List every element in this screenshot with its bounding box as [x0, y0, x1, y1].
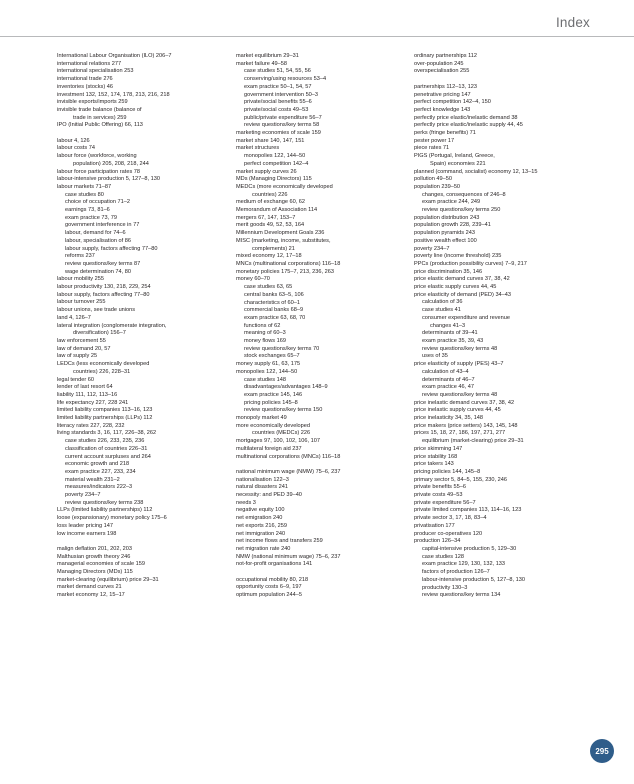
index-subentry: monopolies 122, 144–50: [244, 153, 306, 160]
index-subentry: meaning of 60–3: [244, 330, 286, 337]
index-entry: monetary policies 175–7, 213, 236, 263: [236, 268, 334, 275]
index-entry: money supply 61, 63, 175: [236, 361, 301, 368]
index-entry: negative equity 100: [236, 507, 285, 514]
index-entry: Memorandum of Association 114: [236, 207, 318, 214]
index-entry: private benefits 55–6: [414, 484, 466, 491]
index-entry: legal tender 60: [57, 376, 95, 383]
index-entry: marketing economies of scale 159: [236, 130, 321, 137]
index-subentry: review questions/key terms 250: [422, 207, 501, 214]
index-subentry: case studies 226, 233, 235, 236: [65, 438, 145, 445]
index-entry: national minimum wage (NMW) 75–6, 237: [236, 468, 341, 475]
index-entry: mergers 67, 147, 153–7: [236, 214, 296, 221]
index-entry: market demand curves 21: [57, 584, 122, 591]
index-subentry: factors of production 126–7: [422, 569, 490, 576]
index-subentry: calculation of 43–4: [422, 368, 469, 375]
index-entry: net emigration 240: [236, 515, 283, 522]
index-entry: not-for-profit organisations 141: [236, 561, 313, 568]
index-subentry: calculation of 36: [422, 299, 463, 306]
index-entry: producer co-operatives 120: [414, 530, 483, 537]
index-entry: PIGS (Portugal, Ireland, Greece,: [414, 153, 495, 160]
index-entry: labour unions, see trade unions: [57, 307, 136, 314]
index-subentry: current account surpluses and 264: [65, 453, 151, 460]
page-title: Index: [555, 15, 590, 30]
index-entry: market share 140, 147, 151: [236, 137, 305, 144]
index-entry: perfectly price elastic/inelastic supply 44, 45: [414, 122, 523, 129]
index-entry: private costs 49–53: [414, 492, 463, 499]
index-subentry: equilibrium (market-clearing) price 29–31: [422, 438, 524, 445]
index-entry: labour 4, 126: [57, 137, 90, 144]
index-entry: labour force participation rates 78: [57, 168, 141, 175]
index-entry: price elastic demand curves 37, 38, 42: [414, 276, 510, 283]
index-subentry: labour-intensive production 5, 127–8, 130: [422, 576, 525, 583]
index-entry: multinational corporations (MNCs) 116–18: [236, 453, 341, 460]
index-entry: monopolies 122, 144–50: [236, 368, 298, 375]
index-entry: partnerships 112–13, 123: [414, 83, 478, 90]
index-entry: medium of exchange 60, 62: [236, 199, 306, 206]
index-subentry: exam practice 35, 39, 43: [422, 338, 484, 344]
index-entry: multilateral foreign aid 237: [236, 445, 302, 452]
index-entry: privatisation 177: [414, 522, 455, 529]
index-entry: overspecialisation 255: [414, 68, 470, 75]
index-entry: over-population 245: [414, 60, 464, 67]
index-entry: optimum population 244–5: [236, 592, 302, 599]
index-subentry: characteristics of 60–1: [244, 299, 300, 306]
index-entry: private expenditure 56–7: [414, 499, 476, 506]
index-entry: MDs (Managing Directors) 115: [236, 176, 312, 183]
index-entry: market failure 49–58: [236, 60, 287, 67]
index-entry: ordinary partnerships 112: [414, 53, 478, 59]
index-entry: price skimming 147: [414, 445, 463, 452]
index-subentry: conserving/using resources 53–4: [244, 76, 327, 83]
index-entry: LLPs (limited liability partnerships) 112: [57, 507, 153, 514]
index-subentry: private/social benefits 55–6: [244, 99, 312, 106]
index-subentry: private/social costs 49–53: [244, 106, 309, 113]
index-subentry: Spain) economies 221: [430, 160, 486, 167]
index-column-1: [57, 53, 235, 600]
index-entry: PPCs (production possibility curves) 7–9, 217: [414, 260, 527, 267]
index-subentry: measures/indicators 222–3: [65, 484, 133, 491]
index-entry: law of supply 25: [57, 353, 98, 360]
index-entry: low income earners 198: [57, 530, 117, 537]
page-number-badge: 295: [590, 739, 614, 763]
index-entry: MISC (marketing, income, substitutes,: [236, 237, 331, 244]
index-entry: Millennium Development Goals 236: [236, 230, 325, 237]
index-entry: lender of last resort 64: [57, 384, 113, 391]
index-entry: lateral integration (conglomerate integration,: [57, 322, 167, 329]
index-entry: monopoly market 49: [236, 415, 287, 422]
index-entry: net immigration 240: [236, 530, 286, 537]
index-subentry: diversification) 156–7: [73, 330, 126, 337]
index-entry: invisible exports/imports 259: [57, 99, 128, 106]
index-entry: more economically developed: [236, 422, 311, 429]
index-entry: NMW (national minimum wage) 75–6, 237: [236, 553, 341, 560]
index-entry: land 4, 126–7: [57, 314, 91, 321]
index-entry: price elastic supply curves 44, 45: [414, 284, 497, 291]
index-entry: population 239–50: [414, 183, 461, 190]
index-entry: International Labour Organisation (ILO) 206–7: [57, 53, 172, 59]
index-entry: planned (command, socialist) economy 12, 13–15: [414, 168, 538, 175]
index-entry: IPO (Initial Public Offering) 66, 113: [57, 122, 143, 129]
index-entry: labour markets 71–87: [57, 183, 112, 190]
index-entry: living standards 3, 16, 117, 226–38, 262: [57, 430, 157, 437]
index-subentry: review questions/key terms 87: [65, 260, 141, 267]
index-subentry: functions of 62: [244, 322, 281, 329]
index-subentry: reforms 237: [65, 253, 95, 260]
index-entry: perks (fringe benefits) 71: [414, 130, 476, 137]
index-entry: labour supply, factors affecting 77–80: [57, 291, 150, 298]
index-entry: international relations 277: [57, 60, 122, 67]
header-divider: [0, 36, 634, 37]
index-entry: price inelastic demand curves 37, 38, 42: [414, 399, 515, 406]
index-subentry: government intervention 50–3: [244, 91, 319, 98]
index-entry: price makers (price setters) 143, 145, 148: [414, 422, 518, 429]
index-subentry: economic growth and 218: [65, 461, 130, 468]
index-subentry: exam practice 129, 130, 132, 133: [422, 561, 506, 568]
index-subentry: population) 205, 208, 218, 244: [73, 160, 149, 167]
index-entry: necessity: and PED 39–40: [236, 492, 302, 499]
index-entry: price discrimination 35, 146: [414, 268, 483, 275]
index-entry: population growth 228, 239–41: [414, 222, 491, 229]
index-entry: LEDCs (less economically developed: [57, 361, 150, 368]
index-entry: labour force (workforce, working: [57, 153, 137, 160]
index-subentry: commercial banks 68–9: [244, 307, 304, 314]
index-entry: penetrative pricing 147: [414, 91, 471, 98]
index-entry: net exports 216, 259: [236, 522, 288, 529]
index-entry: mortgages 97, 100, 102, 106, 107: [236, 438, 320, 445]
index-subentry: productivity 130–3: [422, 584, 468, 591]
index-subentry: public/private expenditure 56–7: [244, 114, 322, 121]
index-subentry: case studies 128: [422, 553, 464, 560]
index-entry: international trade 276: [57, 76, 113, 83]
index-subentry: changes 41–3: [430, 322, 466, 329]
letter-group-gap: [57, 130, 235, 138]
index-entry: primary sector 5, 84–5, 155, 230, 246: [414, 476, 507, 483]
index-entry: international specialisation 253: [57, 68, 134, 75]
index-entry: net income flows and transfers 259: [236, 538, 323, 545]
index-subentry: exam practice 50–1, 54, 57: [244, 83, 312, 90]
index-subentry: material wealth 231–2: [65, 476, 120, 483]
index-entry: piece rates 71: [414, 145, 450, 152]
index-subentry: review questions/key terms 150: [244, 407, 323, 414]
index-subentry: central banks 63–5, 106: [244, 291, 304, 298]
index-entry: labour turnover 255: [57, 299, 106, 306]
index-entry: law of demand 20, 57: [57, 345, 111, 352]
index-entry: labour productivity 130, 218, 229, 254: [57, 284, 151, 291]
index-entry: occupational mobility 80, 218: [236, 576, 309, 583]
index-subentry: case studies 80: [65, 191, 104, 198]
index-subentry: complements) 21: [252, 245, 295, 252]
index-subentry: perfect competition 142–4: [244, 160, 309, 167]
index-entry: inventories (stocks) 46: [57, 83, 113, 90]
index-entry: price takers 143: [414, 461, 454, 468]
index-subentry: uses of 35: [422, 353, 448, 360]
index-subentry: case studies 41: [422, 307, 461, 314]
index-entry: natural disasters 241: [236, 484, 288, 491]
index-entry: private limited companies 113, 114–16, 123: [414, 507, 522, 514]
index-entry: nationalisation 122–3: [236, 476, 289, 483]
index-entry: life expectancy 227, 228 241: [57, 399, 129, 406]
index-entry: loss leader pricing 147: [57, 522, 113, 529]
index-subentry: exam practice 145, 146: [244, 391, 303, 398]
index-subentry: pricing policies 145–8: [244, 399, 298, 406]
index-entry: price elasticity of demand (PED) 34–43: [414, 291, 512, 298]
index-entry: MNCs (multinational corporations) 116–18: [236, 260, 341, 267]
index-entry: limited liability partnerships (LLPs) 112: [57, 415, 153, 422]
letter-group-gap: [414, 76, 594, 84]
index-subentry: case studies 51, 54, 55, 56: [244, 68, 311, 75]
index-entry: population pyramids 243: [414, 230, 475, 237]
index-subentry: consumer expenditure and revenue: [422, 314, 511, 321]
index-subentry: capital-intensive production 5, 129–30: [422, 545, 517, 552]
index-subentry: review questions/key terms 70: [244, 345, 320, 352]
index-entry: market supply curves 26: [236, 168, 297, 175]
index-entry: invisible trade balance (balance of: [57, 106, 142, 113]
index-entry: opportunity costs 6–9, 197: [236, 584, 302, 591]
index-subentry: exam practice 227, 233, 234: [65, 468, 136, 475]
index-subentry: poverty 234–7: [65, 492, 101, 499]
index-entry: poverty 234–7: [414, 245, 450, 252]
index-entry: merit goods 49, 52, 53, 164: [236, 222, 305, 229]
index-entry: pricing policies 144, 145–8: [414, 468, 481, 475]
letter-group-gap: [236, 569, 414, 577]
index-entry: pester power 17: [414, 137, 455, 144]
index-entry: private sector 3, 17, 18, 83–4: [414, 515, 487, 522]
index-column-3: [414, 53, 594, 600]
index-entry: population distribution 243: [414, 214, 480, 221]
letter-group-gap: [57, 538, 235, 546]
index-entry: needs 3: [236, 499, 256, 506]
index-subentry: disadvantages/advantages 148–9: [244, 384, 328, 391]
index-subentry: labour, demand for 74–6: [65, 230, 126, 237]
index-entry: investment 132, 152, 174, 178, 213, 216, 218: [57, 91, 170, 98]
index-subentry: labour, specialisation of 86: [65, 237, 131, 244]
index-subentry: review questions/key terms 48: [422, 345, 498, 352]
index-entry: limited liability companies 113–16, 123: [57, 407, 153, 414]
index-entry: price stability 168: [414, 453, 458, 460]
index-subentry: determinants of 39–41: [422, 330, 478, 337]
index-entry: Managing Directors (MDs) 115: [57, 569, 133, 576]
index-entry: malign deflation 201, 202, 203: [57, 545, 132, 552]
index-subentry: government interference in 77: [65, 222, 140, 229]
index-subentry: stock exchanges 65–7: [244, 353, 300, 360]
index-entry: labour costs 74: [57, 145, 95, 152]
index-entry: prices 15, 18, 27, 186, 197, 271, 277: [414, 430, 506, 437]
index-subentry: countries) 226, 228–31: [73, 368, 131, 375]
index-entry: production 126–34: [414, 538, 461, 545]
index-entry: poverty line (income threshold) 235: [414, 253, 502, 260]
index-subentry: countries) 226: [252, 191, 288, 198]
index-subentry: case studies 148: [244, 376, 286, 383]
index-entry: price elasticity of supply (PES) 43–7: [414, 361, 504, 368]
index-subentry: trade in services) 259: [73, 114, 127, 121]
index-entry: managerial economies of scale 159: [57, 561, 145, 568]
index-subentry: earnings 73, 81–6: [65, 207, 110, 214]
index-subentry: classification of countries 226–31: [65, 445, 148, 452]
index-subentry: changes, consequences of 246–8: [422, 191, 506, 198]
letter-group-gap: [236, 461, 414, 469]
index-entry: money 60–70: [236, 276, 270, 283]
index-entry: mixed economy 12, 17–18: [236, 253, 302, 260]
index-subentry: review questions/key terms 238: [65, 499, 144, 506]
index-entry: literacy rates 227, 228, 232: [57, 422, 125, 429]
index-entry: pollution 49–50: [414, 176, 452, 183]
index-entry: MEDCs (more economically developed: [236, 183, 333, 190]
index-subentry: exam practice 73, 79: [65, 214, 117, 221]
index-subentry: exam practice 46, 47: [422, 384, 474, 391]
index-subentry: countries (MEDCs) 226: [252, 430, 311, 437]
index-subentry: wage determination 74, 80: [65, 268, 131, 275]
index-entry: perfect competition 142–4, 150: [414, 99, 491, 106]
index-entry: market economy 12, 15–17: [57, 592, 125, 599]
index-column-2: [236, 53, 414, 600]
index-entry: perfect knowledge 143: [414, 106, 471, 113]
index-entry: net migration rate 240: [236, 545, 291, 552]
index-subentry: exam practice 63, 68, 70: [244, 314, 306, 321]
index-subentry: choice of occupation 71–2: [65, 199, 130, 206]
index-entry: market-clearing (equilibrium) price 29–31: [57, 576, 159, 583]
index-entry: price inelasticity 34, 35, 148: [414, 415, 484, 422]
index-subentry: review questions/key terms 134: [422, 592, 501, 599]
index-entry: market structures: [236, 145, 280, 152]
index-entry: Malthusian growth theory 246: [57, 553, 131, 560]
index-subentry: review questions/key terms 58: [244, 122, 320, 129]
index-subentry: case studies 63, 65: [244, 284, 293, 291]
index-entry: positive wealth effect 100: [414, 237, 477, 244]
index-subentry: exam practice 244, 249: [422, 199, 481, 206]
index-entry: loose (expansionary) monetary policy 175–6: [57, 515, 167, 522]
index-entry: price inelastic supply curves 44, 45: [414, 407, 501, 414]
index-entry: perfectly price elastic/inelastic demand 38: [414, 114, 518, 121]
index-subentry: labour supply, factors affecting 77–80: [65, 245, 158, 252]
index-entry: labour-intensive production 5, 127–8, 130: [57, 176, 160, 183]
index-entry: market equilibrium 29–31: [236, 53, 299, 59]
index-subentry: money flows 169: [244, 338, 286, 345]
index-entry: law enforcement 55: [57, 338, 106, 344]
index-entry: labour mobility 255: [57, 276, 104, 283]
index-subentry: review questions/key terms 48: [422, 391, 498, 398]
index-entry: liability 111, 112, 113–16: [57, 391, 118, 398]
index-subentry: determinants of 46–7: [422, 376, 475, 383]
